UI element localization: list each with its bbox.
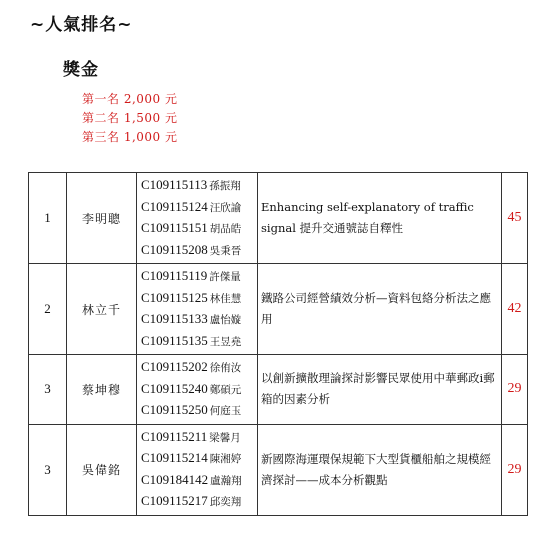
member-name: 林佳慧 — [209, 292, 242, 305]
member-name: 許傑量 — [209, 271, 241, 283]
member-entry — [141, 357, 257, 379]
prize-first: 第一名 2,000 元 — [82, 92, 178, 106]
topic-cell: 以創新擴散理論探討影響民眾使用中華郵政i郵箱的因素分析 — [258, 355, 502, 425]
member-id: C109115250 — [141, 402, 208, 417]
member-entry — [141, 288, 257, 310]
score-cell: 29 — [502, 424, 528, 515]
member-id: C109115135 — [141, 332, 208, 348]
member-entry — [141, 379, 257, 401]
member-id: C109115214 — [141, 450, 208, 465]
members-cell — [137, 264, 258, 355]
member-name: 孫振翔 — [209, 180, 241, 192]
member-entry — [141, 331, 257, 353]
member-entry — [141, 400, 257, 422]
rank-cell: 3 — [29, 424, 67, 515]
table-row — [29, 264, 528, 355]
leader-cell: 蔡坤穆 — [67, 355, 137, 425]
member-entry — [141, 240, 257, 262]
rank-cell: 2 — [29, 264, 67, 355]
leader-cell: 林立千 — [67, 264, 137, 355]
members-cell — [137, 355, 258, 425]
topic-cell: 鐵路公司經營績效分析—資料包絡分析法之應用 — [258, 264, 502, 355]
member-entry — [141, 448, 257, 470]
member-entry — [141, 491, 257, 513]
table-row — [29, 173, 528, 264]
member-id: C109115119 — [141, 268, 208, 283]
score-cell: 42 — [502, 264, 528, 355]
member-entry — [141, 266, 257, 288]
members-cell — [137, 424, 258, 515]
member-entry — [141, 427, 257, 449]
score-cell: 45 — [502, 173, 528, 264]
member-name: 吳秉晉 — [209, 244, 242, 257]
table-row — [29, 424, 528, 515]
leader-cell: 李明聰 — [67, 173, 137, 264]
member-id: C109115211 — [141, 428, 208, 444]
members-cell — [137, 173, 258, 264]
member-id: C109115208 — [141, 241, 208, 257]
member-entry — [141, 218, 257, 240]
member-id: C109115124 — [141, 198, 208, 214]
member-name: 王昱堯 — [209, 335, 242, 348]
member-name: 徐侑汝 — [209, 362, 242, 374]
member-name: 汪欣諭 — [209, 201, 242, 214]
prize-second: 第二名 1,500 元 — [82, 111, 178, 125]
member-name: 盧瀚翔 — [210, 474, 242, 487]
prize-third: 第三名 1,000 元 — [82, 130, 178, 144]
score-cell: 29 — [502, 355, 528, 425]
topic-cell: Enhancing self-explanatory of traffic signal 提升交通號誌自釋性 — [258, 173, 502, 264]
member-id: C109115125 — [141, 289, 208, 305]
member-name: 鄭碩元 — [209, 383, 242, 396]
member-entry — [141, 197, 257, 219]
prize-heading: 獎金 — [63, 60, 99, 80]
leader-cell: 吳偉銘 — [67, 424, 137, 515]
rank-cell: 1 — [29, 173, 67, 264]
member-id: C109115133 — [141, 311, 208, 326]
member-name: 何庭玉 — [209, 405, 242, 417]
member-name: 胡品皓 — [209, 223, 242, 235]
member-name: 梁馨月 — [209, 431, 241, 444]
member-id: C109115202 — [141, 359, 208, 374]
member-id: C109115113 — [141, 177, 208, 192]
page-heading: ~人氣排名~ — [30, 15, 133, 35]
member-id: C109184142 — [141, 471, 209, 487]
topic-cell: 新國際海運環保規範下大型貨櫃船舶之規模經濟探討——成本分析觀點 — [258, 424, 502, 515]
member-entry — [141, 309, 257, 331]
ranking-table — [28, 172, 528, 516]
member-id: C109115240 — [141, 380, 208, 396]
member-id: C109115217 — [141, 493, 208, 508]
member-name: 邱奕翔 — [209, 496, 242, 508]
member-entry — [141, 470, 257, 492]
member-id: C109115151 — [141, 220, 208, 235]
prize-list — [82, 90, 177, 147]
table-row — [29, 355, 528, 425]
member-entry — [141, 175, 257, 197]
member-name: 陳湘婷 — [209, 453, 242, 465]
rank-cell: 3 — [29, 355, 67, 425]
member-name: 盧怡嫙 — [209, 314, 242, 326]
